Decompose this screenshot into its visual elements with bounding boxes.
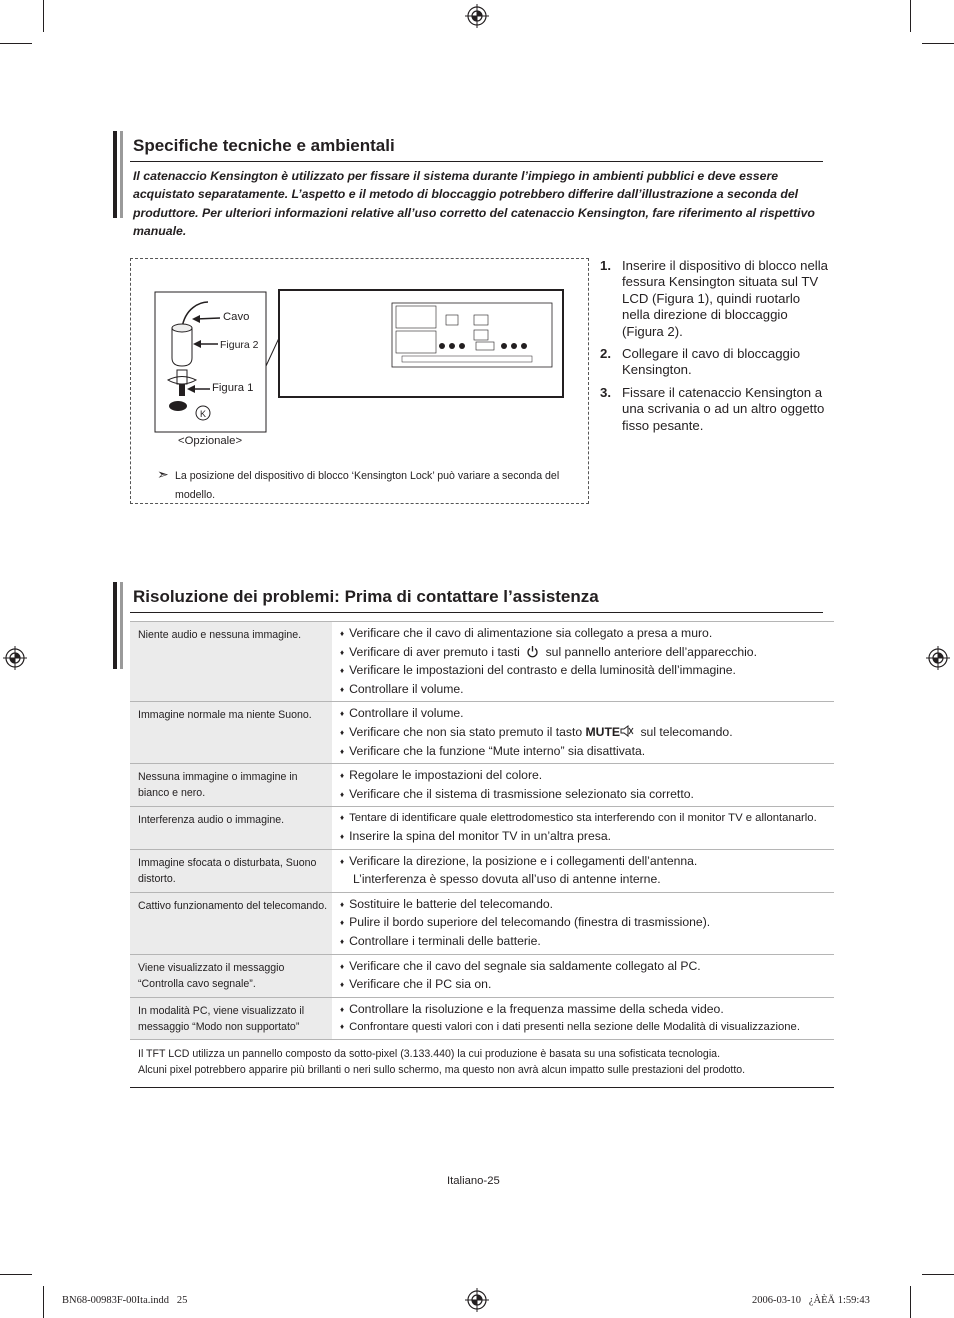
remedy-cell <box>332 622 834 702</box>
table-row <box>130 807 834 849</box>
step-text: Collegare il cavo di bloccaggio Kensington. <box>622 346 801 378</box>
remedy-text: Verificare che non sia stato premuto il tasto <box>349 724 583 739</box>
remedy-item: ♦ Inserire la spina del monitor TV in un’altra presa. <box>340 828 832 847</box>
footer-file: BN68-00983F-00Ita.indd 25 <box>62 1295 188 1306</box>
step-item <box>600 385 830 434</box>
remedy-item: ♦ Verificare la direzione, la posizione e i collegamenti dell’antenna. <box>340 853 832 872</box>
remedy-item: ♦ Controllare la risoluzione e la frequenza massime della scheda video. <box>340 1001 832 1020</box>
crop-mark <box>910 1286 911 1318</box>
crop-mark <box>43 0 44 32</box>
crop-mark <box>922 1274 954 1275</box>
intro-paragraph: Il catenaccio Kensington è utilizzato per fissare il sistema durante l’impiego in ambienti pubblici e deve essere acquistato separatamente. L’aspetto e il metodo di bloccaggio potrebbero differire dall’illustrazione a seconda del produttore. Per ulteriori informazioni relative all’uso corretto del catenaccio Kensington, fare riferimento al rispettivo manuale. <box>133 169 815 238</box>
mute-icon <box>620 725 634 737</box>
kensington-figure-box <box>130 258 589 504</box>
remedy-item: ♦ Tentare di identificare quale elettrodomestico sta interferendo con il monitor TV e allontanarlo. <box>340 810 832 828</box>
step-number: 3. <box>600 384 611 400</box>
step-text: Inserire il dispositivo di blocco nella fessura Kensington situata sul TV LCD (Figura 1), quindi ruotarlo nella direzione di bloccaggio (Figura 2). <box>622 258 828 339</box>
remedy-item: ♦ Controllare il volume. <box>340 705 832 724</box>
symptom-cell: Interferenza audio o immagine. <box>130 807 332 849</box>
step-number: 1. <box>600 258 611 273</box>
troubleshooting-table <box>130 621 834 1088</box>
kensington-steps <box>600 258 830 440</box>
symptom-cell: Nessuna immagine o immagine in bianco e nero. <box>130 764 332 807</box>
remedy-cell <box>332 997 834 1039</box>
table-row <box>130 702 834 764</box>
table-row <box>130 1039 834 1087</box>
table-row <box>130 997 834 1039</box>
section-rule <box>130 612 823 613</box>
figure-note: La posizione del dispositivo di blocco ‘Kensington Lock’ può variare a seconda del modello. <box>175 470 560 501</box>
remedy-item: ♦ Verificare che il cavo di alimentazione sia collegato a presa a muro. <box>340 625 832 644</box>
label-optional: <Opzionale> <box>178 435 243 447</box>
table-row <box>130 764 834 807</box>
section-bar <box>113 131 117 218</box>
registration-mark-icon <box>3 646 27 670</box>
remedy-cell <box>332 892 834 954</box>
crop-mark <box>910 0 911 32</box>
table-row <box>130 849 834 892</box>
remedy-item: ♦ Controllare il volume. <box>340 681 832 700</box>
label-figura2: Figura 2 <box>220 339 259 351</box>
remedy-item: ♦ Verificare che il cavo del segnale sia saldamente collegato al PC. <box>340 958 832 977</box>
remedy-cell <box>332 807 834 849</box>
remedy-item: ♦ Sostituire le batterie del telecomando. <box>340 896 832 915</box>
registration-mark-icon <box>926 646 950 670</box>
crop-mark <box>0 43 32 44</box>
symptom-cell: Immagine normale ma niente Suono. <box>130 702 332 764</box>
page-number: Italiano-25 <box>447 1175 500 1187</box>
table-row <box>130 622 834 702</box>
remedy-item: ♦ Regolare le impostazioni del colore. <box>340 767 832 786</box>
remedy-item <box>340 644 832 663</box>
section-bar <box>113 582 117 669</box>
remedy-text: sul telecomando. <box>640 724 733 739</box>
remedy-cell <box>332 954 834 997</box>
table-row <box>130 954 834 997</box>
crop-mark <box>43 1286 44 1318</box>
remedy-text: sul pannello anteriore dell’apparecchio. <box>545 644 757 659</box>
label-cavo: Cavo <box>223 311 250 323</box>
remedy-cell <box>332 702 834 764</box>
section-rule <box>130 161 823 162</box>
remedy-text: Verificare di aver premuto i tasti <box>349 644 520 659</box>
remedy-item: ♦ Verificare che la funzione “Mute interno” sia disattivata. <box>340 743 832 762</box>
remedy-item: L’interferenza è spesso dovuta all’uso di antenne interne. <box>353 872 661 887</box>
crop-mark <box>0 1274 32 1275</box>
mute-label: MUTE <box>585 724 621 739</box>
symptom-cell: Niente audio e nessuna immagine. <box>130 622 332 702</box>
table-row <box>130 892 834 954</box>
step-item <box>600 346 830 379</box>
registration-mark-icon <box>465 4 489 28</box>
remedy-item: ♦ Verificare che il PC sia on. <box>340 976 832 995</box>
registration-mark-icon <box>465 1288 489 1312</box>
remedy-item: ♦ Controllare i terminali delle batterie. <box>340 933 832 952</box>
section-bar <box>120 582 123 669</box>
tft-note-line: Alcuni pixel potrebbero apparire più brillanti o neri sullo schermo, ma questo non avrà alcun impatto sulle prestazioni del prodotto. <box>138 1064 746 1077</box>
remedy-item <box>340 724 832 743</box>
section-bar <box>120 131 123 218</box>
tft-note-line: Il TFT LCD utilizza un pannello composto da sotto-pixel (3.133.440) la cui produzione è basata su una sofisticata tecnologia. <box>138 1047 721 1060</box>
remedy-item: ♦ Pulire il bordo superiore del telecomando (finestra di trasmissione). <box>340 914 832 933</box>
remedy-item: ♦ Verificare che il sistema di trasmissione selezionato sia corretto. <box>340 786 832 805</box>
remedy-item: ♦ Confrontare questi valori con i dati presenti nella sezione delle Modalità di visualizzazione. <box>340 1019 832 1037</box>
symptom-cell: Cattivo funzionamento del telecomando. <box>130 892 332 954</box>
remedy-item: ♦ Verificare le impostazioni del contrasto e della luminosità dell’immagine. <box>340 662 832 681</box>
note-arrow-icon: ➣ <box>157 466 169 482</box>
label-figura1: Figura 1 <box>212 382 254 394</box>
footer-timestamp: 2006-03-10 ¿ÀÈÄ 1:59:43 <box>752 1295 870 1306</box>
step-item <box>600 258 830 340</box>
remedy-cell <box>332 849 834 892</box>
section-title: Specifiche tecniche e ambientali <box>133 136 395 155</box>
section-title: Risoluzione dei problemi: Prima di contattare l’assistenza <box>133 587 599 606</box>
symptom-cell: Viene visualizzato il messaggio “Controlla cavo segnale”. <box>130 954 332 997</box>
remedy-cell <box>332 764 834 807</box>
step-text: Fissare il catenaccio Kensington a una scrivania o ad un altro oggetto fisso pesante. <box>622 384 825 433</box>
step-number: 2. <box>600 346 611 362</box>
crop-mark <box>922 43 954 44</box>
symptom-cell: In modalità PC, viene visualizzato il messaggio “Modo non supportato” <box>130 997 332 1039</box>
svg-text:K: K <box>200 409 207 419</box>
symptom-cell: Immagine sfocata o disturbata, Suono distorto. <box>130 849 332 892</box>
tft-note-cell <box>130 1039 834 1087</box>
power-icon <box>526 645 539 658</box>
